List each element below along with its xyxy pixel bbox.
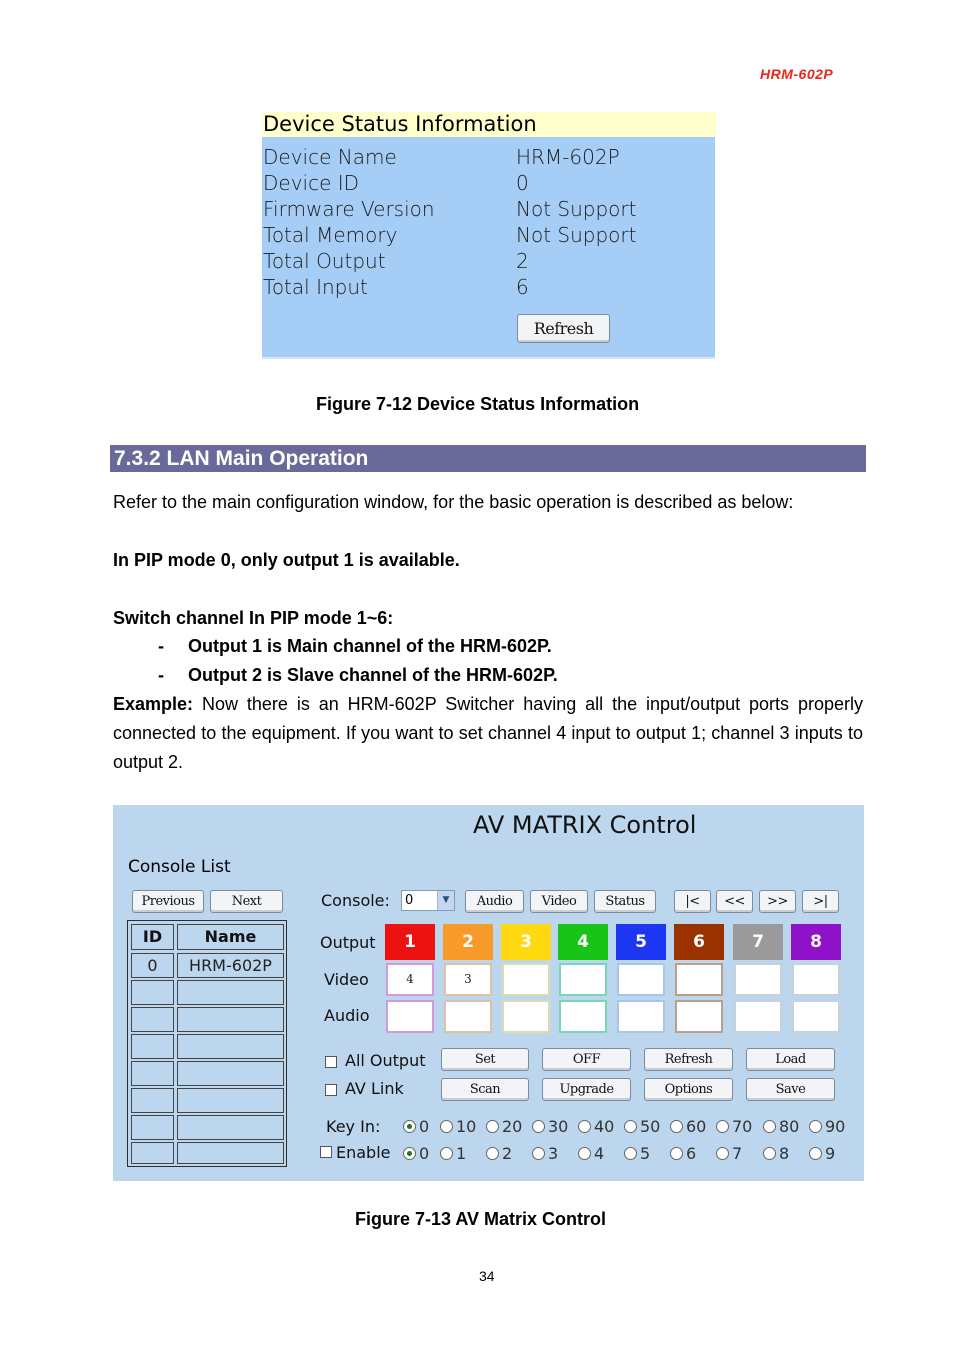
switch-heading: Switch channel In PIP mode 1~6:	[113, 608, 394, 628]
audio-button[interactable]: Audio	[465, 890, 524, 913]
output-tile[interactable]: 5	[616, 924, 666, 960]
device-status-value: 2	[516, 249, 529, 273]
device-status-value: HRM-602P	[516, 145, 620, 169]
example-label: Example:	[113, 694, 194, 714]
av-link-label: AV Link	[345, 1079, 404, 1098]
device-status-title: Device Status Information	[262, 112, 716, 137]
video-input-box[interactable]	[734, 963, 782, 996]
intro-paragraph: Refer to the main configuration window, for the basic operation is described as below:	[113, 492, 794, 512]
output-tile[interactable]: 1	[385, 924, 435, 960]
output-tile[interactable]: 8	[791, 924, 841, 960]
device-status-value: 0	[516, 171, 529, 195]
enable-radio[interactable]	[440, 1147, 453, 1160]
video-input-box[interactable]: 4	[386, 963, 434, 996]
enable-radio[interactable]	[763, 1147, 776, 1160]
key-in-option-label: 30	[548, 1117, 569, 1136]
chevron-down-icon[interactable]: ▼	[437, 891, 454, 910]
previous-button[interactable]: Previous	[132, 890, 204, 913]
doc-header-product: HRM-602P	[760, 66, 834, 82]
output-label: Output	[320, 933, 376, 952]
device-status-panel	[262, 112, 715, 359]
device-status-value: Not Support	[516, 197, 637, 221]
enable-radio[interactable]	[809, 1147, 822, 1160]
av-matrix-panel	[113, 805, 864, 1181]
key-in-option-label: 10	[456, 1117, 477, 1136]
scan-button[interactable]: Scan	[441, 1078, 529, 1101]
enable-radio[interactable]	[403, 1147, 416, 1160]
example-text: Now there is an HRM-602P Switcher having all the input/output ports properly connected to the equipment. If you want to set channel 4 input to output 1; channel 3 inputs to output 2.	[113, 694, 863, 772]
video-button[interactable]: Video	[530, 890, 588, 913]
av-link-checkbox[interactable]	[325, 1084, 337, 1096]
table-cell-empty[interactable]	[131, 980, 174, 1005]
key-in-radio[interactable]	[532, 1120, 545, 1133]
key-in-radio[interactable]	[763, 1120, 776, 1133]
device-status-label: Device ID	[263, 171, 360, 195]
key-in-option-label: 60	[686, 1117, 707, 1136]
audio-input-box[interactable]	[559, 1000, 607, 1033]
table-cell-empty[interactable]	[177, 1115, 284, 1140]
next-page-button[interactable]: >>	[759, 890, 796, 913]
console-list-label: Console List	[128, 857, 231, 877]
device-status-label: Total Input	[263, 275, 368, 299]
enable-radio[interactable]	[670, 1147, 683, 1160]
prev-page-button[interactable]: <<	[716, 890, 753, 913]
video-input-box[interactable]	[792, 963, 840, 996]
off-button[interactable]: OFF	[542, 1048, 631, 1071]
all-output-checkbox[interactable]	[325, 1056, 337, 1068]
key-in-option-label: 40	[594, 1117, 615, 1136]
table-cell-empty[interactable]	[131, 1061, 174, 1086]
save-button[interactable]: Save	[746, 1078, 835, 1101]
figure-caption: Figure 7-12 Device Status Information	[316, 394, 640, 414]
section-heading: 7.3.2 LAN Main Operation	[110, 445, 866, 472]
pip-mode-note: In PIP mode 0, only output 1 is available.	[113, 550, 460, 570]
output-tile[interactable]: 7	[733, 924, 783, 960]
figure-caption: Figure 7-13 AV Matrix Control	[355, 1209, 607, 1229]
audio-input-box[interactable]	[792, 1000, 840, 1033]
audio-input-box[interactable]	[444, 1000, 492, 1033]
table-header-name: Name	[177, 924, 284, 950]
output-tile[interactable]: 6	[674, 924, 724, 960]
key-in-radio[interactable]	[403, 1120, 416, 1133]
key-in-radio[interactable]	[486, 1120, 499, 1133]
enable-option-label: 7	[732, 1144, 743, 1163]
enable-checkbox[interactable]	[320, 1146, 332, 1158]
bullet-item: Output 2 is Slave channel of the HRM-602P.	[188, 665, 558, 685]
enable-radio[interactable]	[532, 1147, 545, 1160]
video-input-box[interactable]	[502, 963, 550, 996]
table-header-id: ID	[131, 924, 174, 950]
last-page-button[interactable]: >|	[802, 890, 839, 913]
av-matrix-title: AV MATRIX Control	[473, 811, 697, 839]
console-list-table	[127, 920, 287, 1167]
refresh-button[interactable]: Refresh	[644, 1048, 733, 1071]
enable-option-label: 3	[548, 1144, 559, 1163]
bullet-dash: -	[158, 636, 164, 656]
video-input-box[interactable]	[559, 963, 607, 996]
video-label: Video	[324, 970, 369, 989]
console-select[interactable]	[401, 890, 455, 911]
upgrade-button[interactable]: Upgrade	[542, 1078, 631, 1101]
load-button[interactable]: Load	[746, 1048, 835, 1071]
device-status-label: Total Output	[263, 249, 386, 273]
audio-input-box[interactable]	[502, 1000, 550, 1033]
output-tile[interactable]: 3	[501, 924, 551, 960]
output-tile[interactable]: 2	[443, 924, 493, 960]
bullet-dash: -	[158, 665, 164, 685]
table-cell-empty[interactable]	[177, 1034, 284, 1059]
output-tile[interactable]: 4	[558, 924, 608, 960]
page-number: 34	[479, 1268, 495, 1284]
device-status-label: Total Memory	[263, 223, 398, 247]
video-input-box[interactable]	[675, 963, 723, 996]
key-in-option-label: 70	[732, 1117, 753, 1136]
video-input-box[interactable]	[617, 963, 665, 996]
key-in-radio[interactable]	[670, 1120, 683, 1133]
table-cell-empty[interactable]	[177, 980, 284, 1005]
enable-option-label: 9	[825, 1144, 836, 1163]
audio-input-box[interactable]	[675, 1000, 723, 1033]
bullet-item: Output 1 is Main channel of the HRM-602P.	[188, 636, 552, 656]
device-status-value: Not Support	[516, 223, 637, 247]
table-cell-empty[interactable]	[131, 1007, 174, 1032]
enable-option-label: 5	[640, 1144, 651, 1163]
enable-radio[interactable]	[624, 1147, 637, 1160]
enable-option-label: 4	[594, 1144, 605, 1163]
table-cell-empty[interactable]	[177, 1088, 284, 1113]
enable-option-label: 0	[419, 1144, 430, 1163]
all-output-label: All Output	[345, 1051, 426, 1070]
enable-option-label: 6	[686, 1144, 697, 1163]
audio-input-box[interactable]	[386, 1000, 434, 1033]
key-in-option-label: 90	[825, 1117, 846, 1136]
table-cell-name[interactable]: HRM-602P	[177, 953, 284, 978]
table-cell-empty[interactable]	[131, 1088, 174, 1113]
table-cell-empty[interactable]	[177, 1061, 284, 1086]
enable-label: Enable	[336, 1143, 391, 1162]
example-paragraph	[113, 690, 863, 777]
console-label: Console:	[321, 891, 390, 910]
device-status-label: Device Name	[263, 145, 397, 169]
table-cell-empty[interactable]	[131, 1142, 174, 1164]
refresh-button[interactable]: Refresh	[517, 314, 610, 343]
device-status-label: Firmware Version	[263, 197, 435, 221]
options-button[interactable]: Options	[644, 1078, 733, 1101]
set-button[interactable]: Set	[441, 1048, 529, 1071]
key-in-radio[interactable]	[716, 1120, 729, 1133]
next-button[interactable]: Next	[210, 890, 283, 913]
status-button[interactable]: Status	[594, 890, 656, 913]
enable-radio[interactable]	[716, 1147, 729, 1160]
enable-option-label: 2	[502, 1144, 513, 1163]
key-in-option-label: 50	[640, 1117, 661, 1136]
audio-input-box[interactable]	[617, 1000, 665, 1033]
first-page-button[interactable]: |<	[674, 890, 711, 913]
table-cell-id[interactable]: 0	[131, 953, 174, 978]
key-in-radio[interactable]	[624, 1120, 637, 1133]
video-input-box[interactable]: 3	[444, 963, 492, 996]
table-cell-empty[interactable]	[131, 1115, 174, 1140]
audio-input-box[interactable]	[734, 1000, 782, 1033]
key-in-option-label: 0	[419, 1117, 430, 1136]
key-in-label: Key In:	[326, 1117, 381, 1136]
table-cell-empty[interactable]	[131, 1034, 174, 1059]
audio-label: Audio	[324, 1006, 370, 1025]
enable-option-label: 8	[779, 1144, 790, 1163]
key-in-option-label: 20	[502, 1117, 523, 1136]
key-in-radio[interactable]	[440, 1120, 453, 1133]
device-status-value: 6	[516, 275, 529, 299]
key-in-radio[interactable]	[809, 1120, 822, 1133]
table-cell-empty[interactable]	[177, 1142, 284, 1164]
table-cell-empty[interactable]	[177, 1007, 284, 1032]
enable-option-label: 1	[456, 1144, 467, 1163]
console-select-value: 0	[405, 893, 414, 908]
enable-radio[interactable]	[486, 1147, 499, 1160]
key-in-radio[interactable]	[578, 1120, 591, 1133]
key-in-option-label: 80	[779, 1117, 800, 1136]
enable-radio[interactable]	[578, 1147, 591, 1160]
